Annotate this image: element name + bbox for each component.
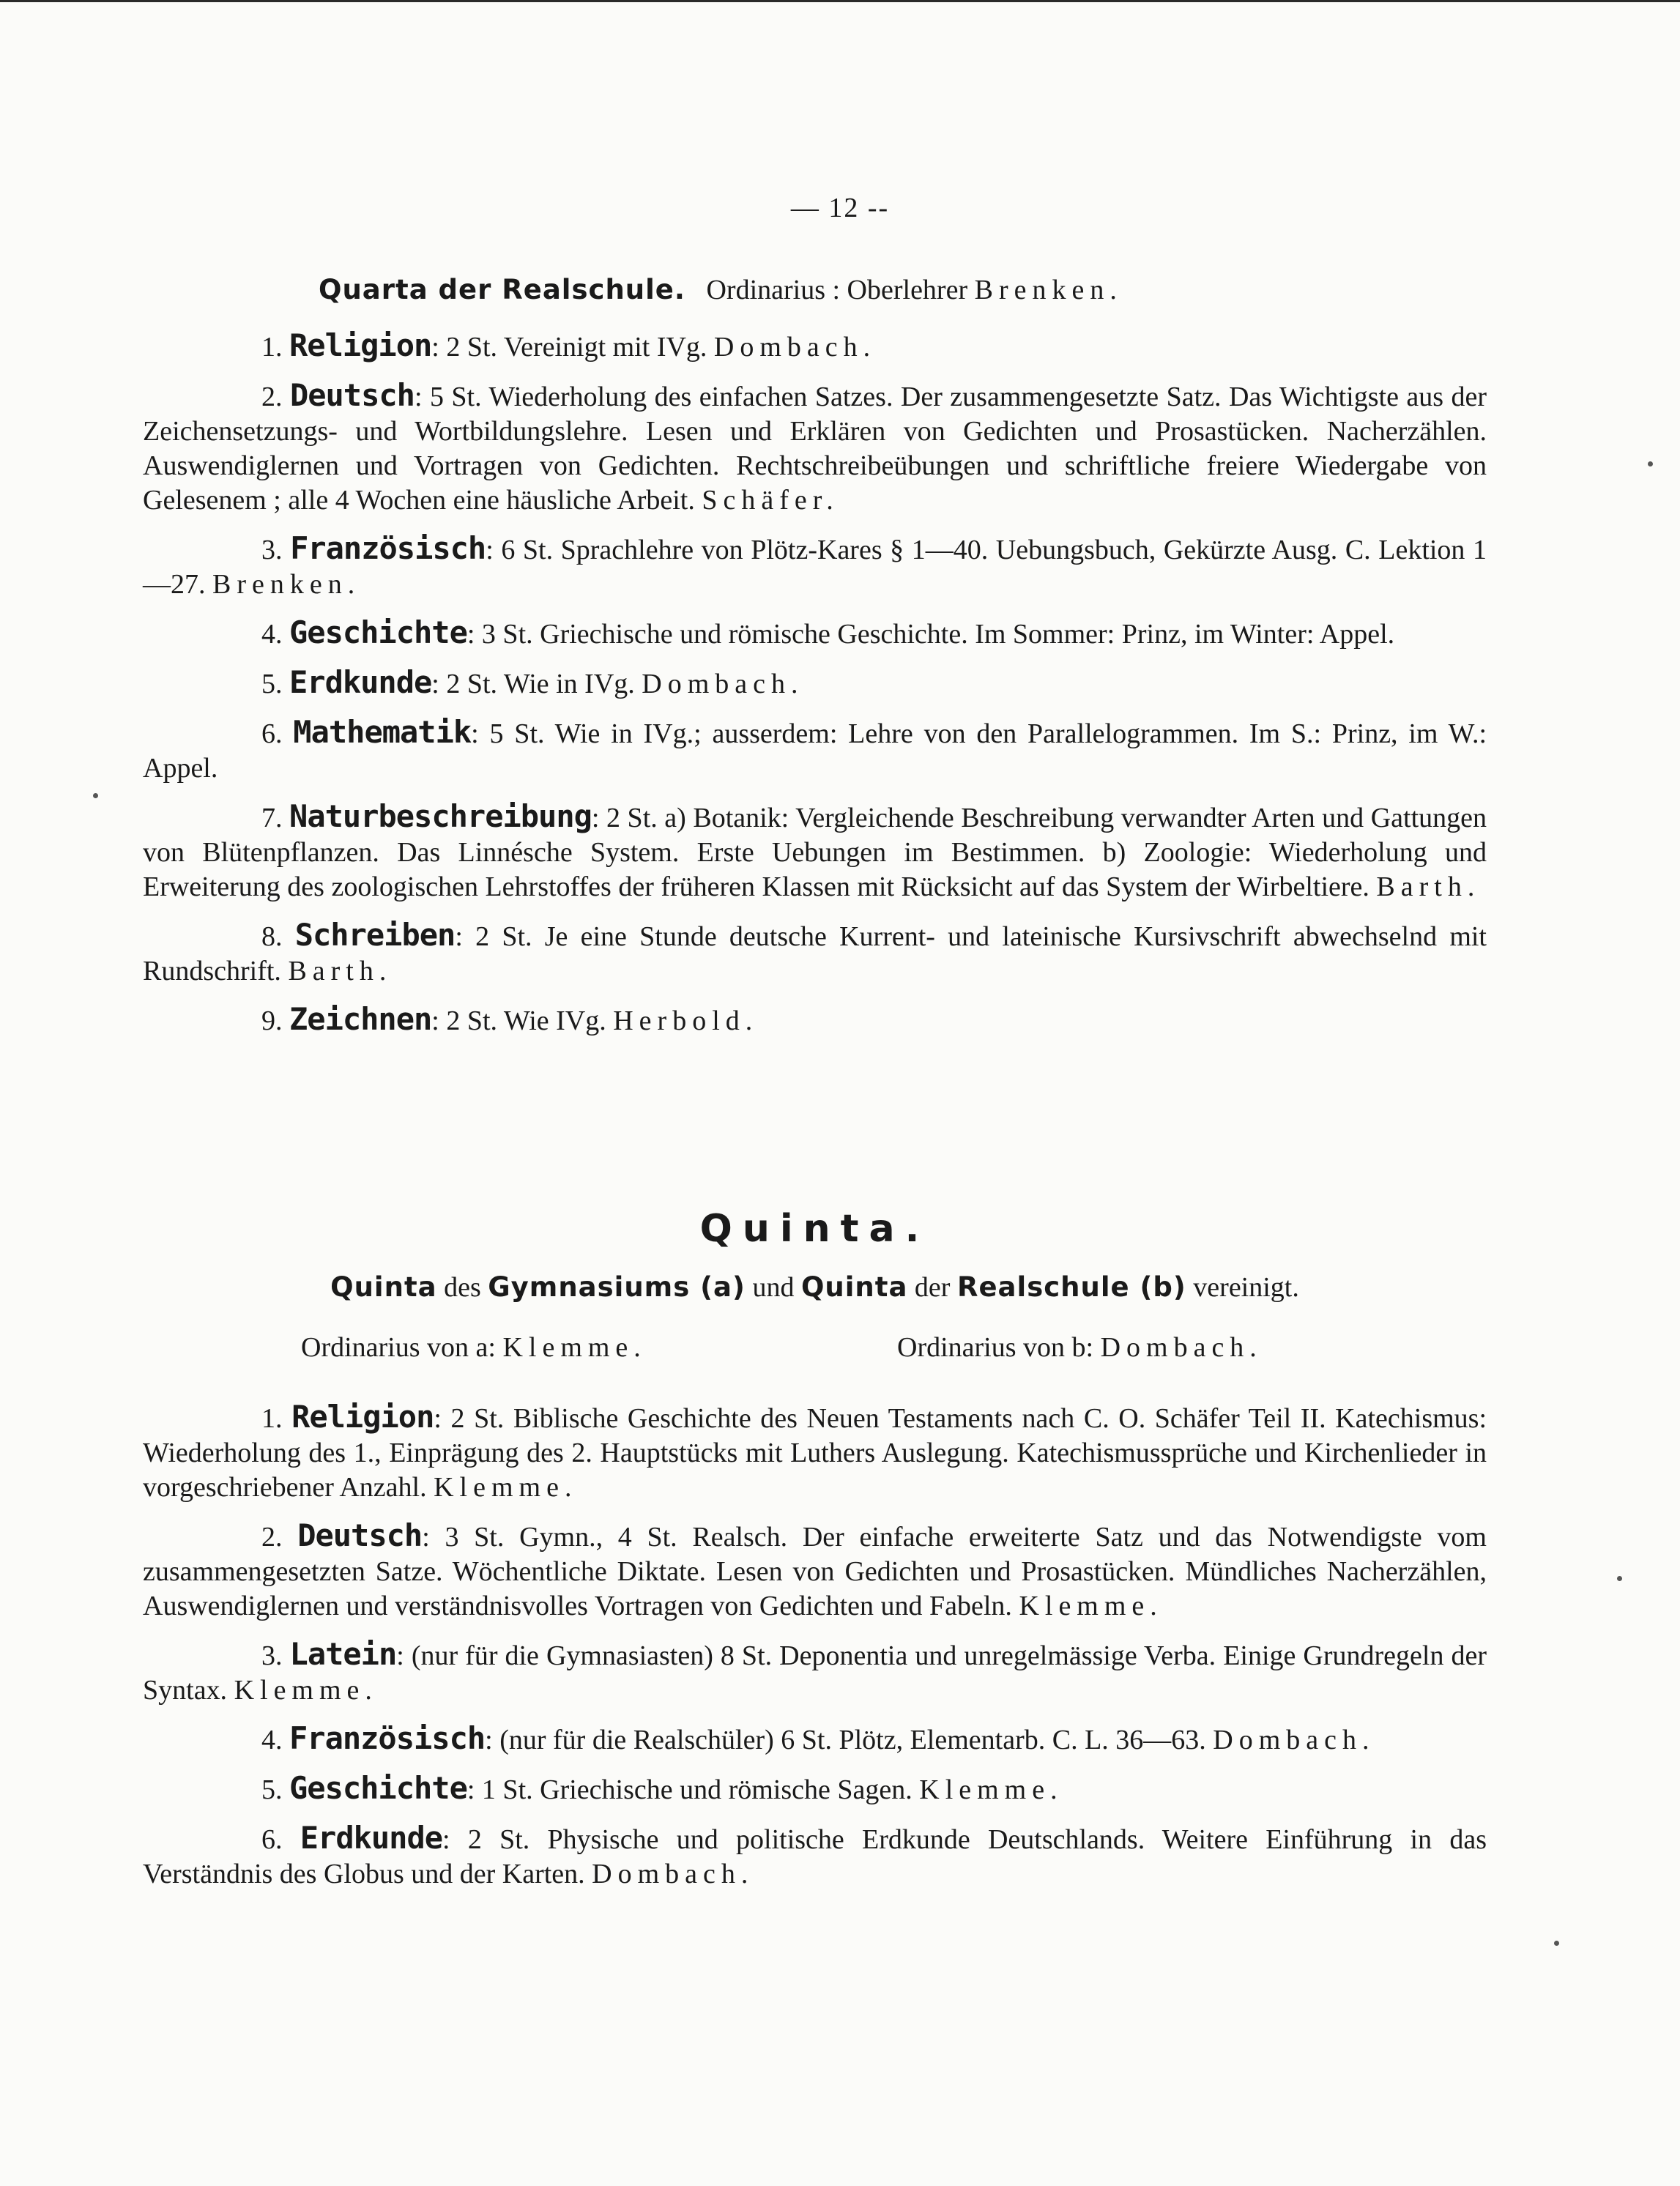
teacher-name: Klemme. [434, 1472, 578, 1503]
teacher-name: Dombach. [1213, 1725, 1375, 1755]
scan-speck [1648, 461, 1653, 466]
teacher-name: Dombach. [713, 332, 877, 363]
subject-label: Französisch [289, 1720, 486, 1756]
teacher-name: Brenken. [212, 569, 361, 600]
teacher-name: Dombach. [592, 1859, 754, 1889]
teacher-name: Dombach. [642, 669, 804, 699]
list-item: 3. Latein: (nur für die Gymnasiasten) 8 St. Deponentia und unregelmässige Verba. Einige Grundregeln der Syntax. Klemme. [143, 1636, 1487, 1706]
list-item: 1. Religion: 2 St. Biblische Geschichte des Neuen Testaments nach C. O. Schäfer Teil II. Katechismus: Wiederholung des 1., Einprägung des 2. Hauptstücks mit Luthers Auslegung. Katechismussprüche und Kirchenlieder in vorgeschriebener Anzahl. Klemme. [143, 1399, 1487, 1503]
subject-label: Geschichte [289, 614, 467, 650]
teacher-name: Klemme. [919, 1774, 1063, 1805]
list-item: 5. Erdkunde: 2 St. Wie in IVg. Dombach. [261, 664, 804, 700]
quinta-subtitle: Quinta des Gymnasiums (a) und Quinta der Realschule (b) vereinigt. [330, 1271, 1299, 1303]
subject-label: Französisch [290, 530, 486, 566]
list-item: 7. Naturbeschreibung: 2 St. a) Botanik: Vergleichende Beschreibung verwandter Arten und Gattungen von Blütenpflanzen. Das Linnésche System. Erste Uebungen im Bestimmen. b) Zoologie: Wiederholung und Erweiterung des zoologischen Lehrstoffes der früheren Klassen mit Rücksicht auf das System der Wirbeltiere. Barth. [143, 798, 1487, 902]
list-item: 8. Schreiben: 2 St. Je eine Stunde deutsche Kurrent- und lateinische Kursivschrift abwechselnd mit Rundschrift. Barth. [143, 917, 1487, 986]
list-item: 5. Geschichte: 1 St. Griechische und römische Sagen. Klemme. [261, 1770, 1063, 1806]
list-item: 3. Französisch: 6 St. Sprachlehre von Plötz-Kares § 1—40. Uebungsbuch, Gekürzte Ausg. C. Lektion 1—27. Brenken. [143, 530, 1487, 600]
quinta-section [143, 1207, 1487, 1365]
quinta-items [143, 1399, 1487, 1905]
ordinarius-b-name: Dombach. [1100, 1332, 1263, 1363]
quarta-title: Quarta der Realschule. [319, 274, 685, 305]
list-item: 4. Französisch: (nur für die Realschüler) 6 St. Plötz, Elementarb. C. L. 36—63. Dombach. [261, 1720, 1375, 1756]
subject-label: Religion [291, 1399, 434, 1435]
scan-speck [1617, 1576, 1622, 1581]
quinta-ordinarius: Ordinarius von a: Klemme. Ordinarius von b: Dombach. [143, 1330, 1487, 1365]
teacher-name: Barth. [288, 956, 393, 986]
quarta-section [143, 272, 1487, 308]
subject-label: Deutsch [289, 377, 415, 413]
subject-label: Latein [289, 1636, 397, 1672]
teacher-name: Barth. [1376, 871, 1481, 902]
subject-label: Mathematik [293, 714, 472, 750]
quarta-ordinarius-label: Ordinarius : Oberlehrer [706, 275, 968, 305]
list-item: 6. Erdkunde: 2 St. Physische und politische Erdkunde Deutschlands. Weitere Einführung in das Verständnis des Globus und der Karten. Dombach. [143, 1820, 1487, 1889]
quarta-ordinarius-name: Brenken. [974, 275, 1123, 305]
ordinarius-b: Ordinarius von b: Dombach. [897, 1332, 1263, 1363]
subject-label: Naturbeschreibung [289, 798, 592, 834]
list-item: 9. Zeichnen: 2 St. Wie IVg. Herbold. [261, 1001, 759, 1037]
quarta-items [143, 328, 1487, 1052]
subject-label: Geschichte [289, 1770, 467, 1806]
subject-label: Erdkunde [300, 1820, 443, 1856]
subject-label: Zeichnen [289, 1001, 432, 1037]
list-item: 1. Religion: 2 St. Vereinigt mit IVg. Dombach. [261, 327, 877, 363]
subject-label: Schreiben [294, 917, 456, 953]
ordinarius-a-name: Klemme. [502, 1332, 647, 1363]
list-item: 2. Deutsch: 5 St. Wiederholung des einfachen Satzes. Der zusammengesetzte Satz. Das Wichtigste aus der Zeichensetzungs- und Wortbildungslehre. Lesen und Erklären von Gedichten und Prosastücken. Nacherzählen. Auswendiglernen und Vortragen von Gedichten. Rechtschreibeübungen und schriftliche freiere Wiedergabe von Gelesenem ; alle 4 Wochen eine häusliche Arbeit. Schäfer. [143, 377, 1487, 516]
subject-label: Religion [289, 327, 432, 363]
list-item: 4. Geschichte: 3 St. Griechische und römische Geschichte. Im Sommer: Prinz, im Winter: Appel. [261, 614, 1395, 650]
scan-speck [1554, 1941, 1559, 1946]
page-number: — 12 -- [790, 193, 890, 223]
scan-speck [93, 793, 98, 798]
teacher-name: Klemme. [234, 1675, 378, 1706]
quinta-title: Quinta. [699, 1207, 930, 1251]
top-border-line [0, 0, 1680, 2]
teacher-name: Schäfer. [702, 485, 839, 516]
list-item: 2. Deutsch: 3 St. Gymn., 4 St. Realsch. Der einfache erweiterte Satz und das Notwendigste vom zusammengesetzten Satze. Wöchentliche Diktate. Lesen von Gedichten und Prosastücken. Mündliches Nacherzählen, Auswendiglernen und verständnisvolles Vortragen von Gedichten und Fabeln. Klemme. [143, 1517, 1487, 1621]
subject-label: Deutsch [297, 1517, 423, 1553]
list-item: 6. Mathematik: 5 St. Wie in IVg.; ausserdem: Lehre von den Parallelogrammen. Im S.: Prinz, im W.: Appel. [143, 714, 1487, 784]
teacher-name: Klemme. [1019, 1591, 1163, 1621]
quarta-heading [143, 272, 1487, 308]
subject-label: Erdkunde [289, 664, 432, 700]
teacher-name: Herbold. [613, 1005, 759, 1036]
